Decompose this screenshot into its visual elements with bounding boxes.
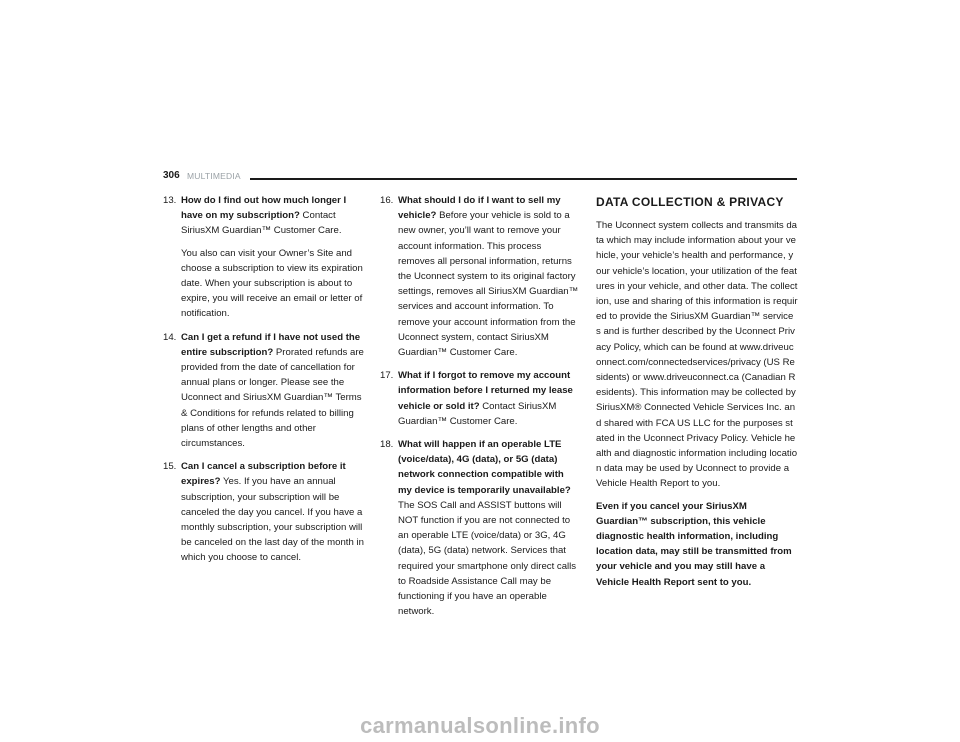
faq-number: 13. [163, 195, 177, 206]
faq-number: 17. [380, 370, 394, 382]
faq-question: What will happen if an operable LTE (voice/data), 4G (data), or 5G (data) network connection compatible with my device is temporarily unavailable? [398, 439, 571, 496]
faq-answer: Prorated refunds are provided from the date of cancellation for annual plans or longer. Please see the Uconnect and SiriusXM Guardian™ Terms & Conditions for refunds related to billing plans of other lengths and other circumstances. [181, 346, 364, 450]
faq-item [380, 193, 580, 360]
faq-number: 14. [163, 331, 177, 343]
page-header [163, 170, 797, 184]
faq-answer-extra: You also can visit your Owner’s Site and choose a subscription to view its expiration date. When your subscription is about to expire, you will receive an email or letter of notification. [181, 247, 363, 320]
faq-answer: Before your vehicle is sold to a new owner, you’ll want to remove your account information. This process removes all personal information, returns the Uconnect system to its original factory settings, removes all SiriusXM Guardian™ services and account information. To remove your account information from the Uconnect system, contact SiriusXM Guardian™ Customer Care. [398, 210, 579, 359]
page-number: 306 [163, 170, 180, 181]
watermark: carmanualsonline.info [360, 713, 600, 738]
faq-number: 18. [380, 439, 394, 451]
faq-answer: The SOS Call and ASSIST buttons will NOT function if you are not connected to an operable LTE (voice/data) or 3G, 4G (data), 5G (data) network. Services that required your smartphone only direct calls to Roadside Assistance Call may be functioning if you have an operable network. [398, 499, 577, 618]
faq-question: Can I get a refund if I have not used the entire subscription? [181, 331, 361, 358]
column-1 [163, 193, 365, 574]
column-2 [380, 193, 580, 627]
faq-question: Can I cancel a subscription before it expires? [181, 461, 346, 488]
privacy-note: Even if you cancel your SiriusXM Guardian™ subscription, this vehicle diagnostic health information, including location data, may still be transmitted from your vehicle and you may still have a Vehicle Health Report sent to you. [596, 500, 792, 588]
faq-item [163, 459, 365, 565]
faq-answer: Contact SiriusXM Guardian™ Customer Care. [398, 400, 557, 427]
privacy-paragraph: The Uconnect system collects and transmits data which may include information about your vehicle, your vehicle’s health and performance, your vehicle’s location, your utilization of the features in your vehicle, and other data. The collection, use and sharing of this information is required to provide the SiriusXM Guardian™ services and is further described by the Uconnect Privacy Policy, which can be found at www.driveuconnect.com/connectedservices/privacy (US Residents) or www.driveuconnect.ca (Canadian Residents). This information may be collected by SiriusXM® Connected Vehicle Services Inc. and shared with FCA US LLC for the purposes stated in the Uconnect Privacy Policy. Vehicle health and diagnostic information including location data may be used by Uconnect to provide a Vehicle Health Report to you. [596, 220, 798, 490]
faq-number: 15. [163, 461, 177, 473]
faq-question: What should I do if I want to sell my vehicle? [398, 195, 561, 222]
faq-answer: Contact SiriusXM Guardian™ Customer Care. [181, 210, 342, 237]
section-heading: DATA COLLECTION & PRIVACY [596, 195, 784, 209]
header-rule [250, 178, 797, 180]
faq-answer: Yes. If you have an annual subscription, your subscription will be canceled the day you cancel. If you have a monthly subscription, your subscription will be canceled on the last day of the month in which you choose to cancel. [181, 476, 364, 564]
column-3 [596, 193, 798, 597]
faq-number: 16. [380, 195, 394, 206]
faq-question: How do I find out how much longer I have on my subscription? [181, 195, 347, 222]
section-title: MULTIMEDIA [187, 171, 241, 181]
faq-item [163, 330, 365, 452]
faq-item [163, 193, 365, 322]
faq-item [380, 368, 580, 429]
faq-item [380, 437, 580, 619]
faq-question: What if I forgot to remove my account information before I returned my lease vehicle or sold it? [398, 370, 573, 412]
